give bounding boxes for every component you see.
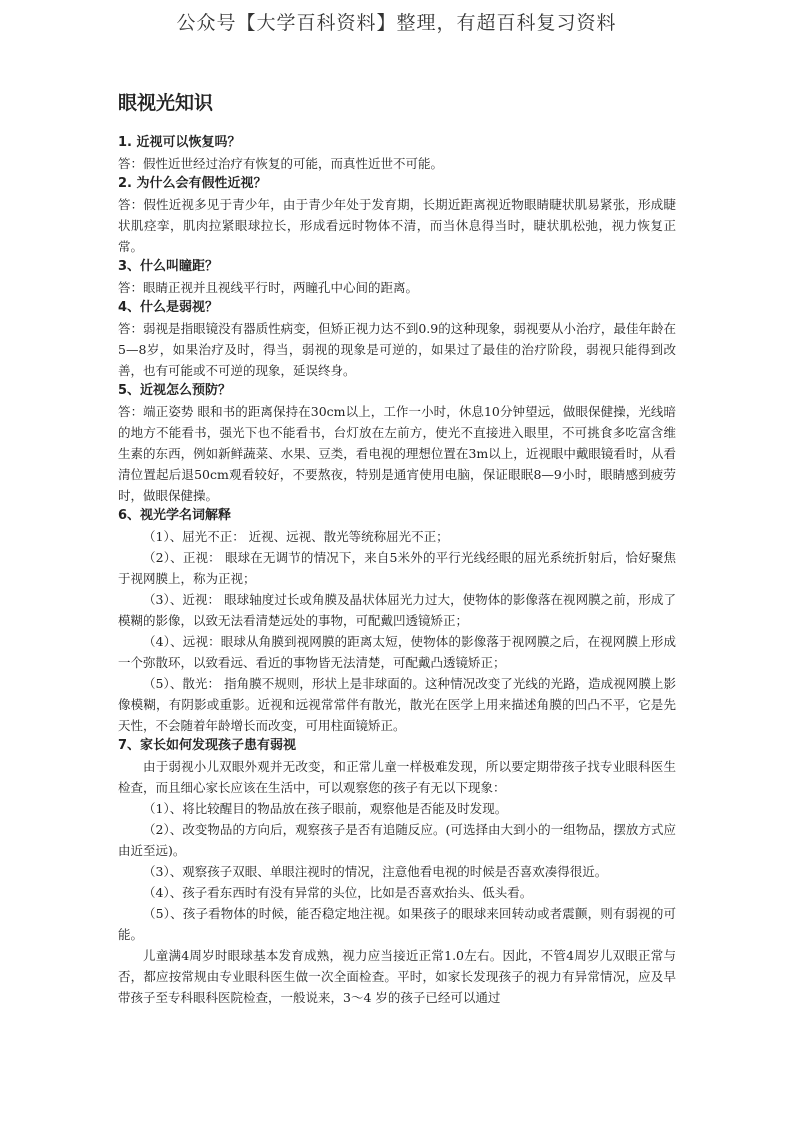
- list-item: （1）、将比较醒目的物品放在孩子眼前，观察他是否能及时发现。: [143, 801, 508, 816]
- question-heading: 1. 近视可以恢复吗？: [118, 135, 241, 150]
- question-heading: 3、什么叫瞳距？: [118, 259, 219, 274]
- answer-paragraph: 答：眼睛正视并且视线平行时，两瞳孔中心间的距离。: [118, 280, 419, 295]
- answer-paragraph: 答：弱视是指眼镜没有器质性病变，但矫正视力达不到0.9的这种现象，弱视要从小治疗，最佳年龄在5—8岁，如果治疗及时，得当，弱视的现象是可逆的，如果过了最佳的治疗阶段，弱视只能得到改善，也有可能或不可逆的现象，延误终身。: [118, 321, 676, 378]
- question-heading: 6、视光学名词解释: [118, 508, 232, 523]
- answer-paragraph: 答：端正姿势 眼和书的距离保持在30cm以上，工作一小时，休息10分钟望远，做眼保健操，光线暗的地方不能看书，强光下也不能看书，台灯放在左前方，使光不直接进入眼里，不可挑食多吃富含维生素的东西，例如新鲜蔬菜、水果、豆类，看电视的理想位置在3m以上，近视眼中戴眼镜看时，从看清位置起后退50cm观看较好，不要熬夜，特别是通宵使用电脑，保证眼眠8—9小时，眼睛感到疲劳时，做眼保健操。: [118, 404, 676, 503]
- page-header: 公众号【大学百科资料】整理，有超百科复习资料: [176, 12, 617, 34]
- answer-paragraph: 答：假性近视多见于青少年，由于青少年处于发育期，长期近距离视近物眼睛睫状肌易紧张，形成睫状肌痉挛，肌肉拉紧眼球拉长，形成看远时物体不清，而当休息得当时，睫状肌松弛，视力恢复正常。: [118, 197, 676, 254]
- body-paragraph: 由于弱视小儿双眼外观并无改变，和正常儿童一样极难发现，所以要定期带孩子找专业眼科医生检查，而且细心家长应该在生活中，可以观察您的孩子有无以下现象：: [118, 759, 676, 795]
- question-heading: 2. 为什么会有假性近视？: [118, 176, 267, 191]
- list-item: （4）、孩子看东西时有没有异常的头位，比如是否喜欢抬头、低头看。: [143, 885, 533, 900]
- question-heading: 5、近视怎么预防？: [118, 383, 232, 398]
- term-definition: （3）、近视： 眼球轴度过长或角膜及晶状体屈光力过大，使物体的影像落在视网膜之前，形成了模糊的影像，以致无法看清楚远处的事物，可配戴凹透镜矫正；: [118, 592, 676, 628]
- document-title: 眼视光知识: [118, 92, 214, 114]
- term-definition: （2）、正视： 眼球在无调节的情况下，来自5米外的平行光线经眼的屈光系统折射后，恰好聚焦于视网膜上，称为正视；: [118, 550, 676, 586]
- term-definition: （4）、远视：眼球从角膜到视网膜的距离太短，使物体的影像落于视网膜之后，在视网膜上形成一个弥散环，以致看远、看近的事物皆无法清楚，可配戴凸透镜矫正；: [118, 634, 676, 670]
- list-item: （5）、孩子看物体的时候，能否稳定地注视。如果孩子的眼球来回转动或者震颤，则有弱视的可能。: [118, 906, 676, 942]
- list-item: （3）、观察孩子双眼、单眼注视时的情况，注意他看电视的时候是否喜欢凑得很近。: [143, 864, 608, 879]
- term-definition: （5）、散光： 指角膜不规则，形状上是非球面的。这种情况改变了光线的光路，造成视网膜上影像模糊，有阴影或重影。近视和远视常常伴有散光，散光在医学上用来描述角膜的凹凸不平，它是先天性，不会随着年龄增长而改变，可用柱面镜矫正。: [118, 676, 676, 733]
- question-heading: 7、家长如何发现孩子患有弱视: [118, 738, 297, 753]
- list-item: （2）、改变物品的方向后，观察孩子是否有追随反应。(可选择由大到小的一组物品，摆放方式应由近至远)。: [118, 822, 676, 858]
- body-paragraph: 儿童满4周岁时眼球基本发育成熟，视力应当接近正常1.0左右。因此，不管4周岁儿双眼正常与否，都应按常规由专业眼科医生做一次全面检查。平时，如家长发现孩子的视力有异常情况，应及早带孩子至专科眼科医院检查，一般说来，3～4 岁的孩子已经可以通过: [118, 948, 676, 1005]
- document-body: [118, 88, 676, 1008]
- answer-paragraph: 答：假性近世经过治疗有恢复的可能，而真性近世不可能。: [118, 156, 444, 171]
- question-heading: 4、什么是弱视？: [118, 300, 219, 315]
- term-definition: （1）、屈光不正： 近视、远视、散光等统称屈光不正；: [143, 529, 449, 544]
